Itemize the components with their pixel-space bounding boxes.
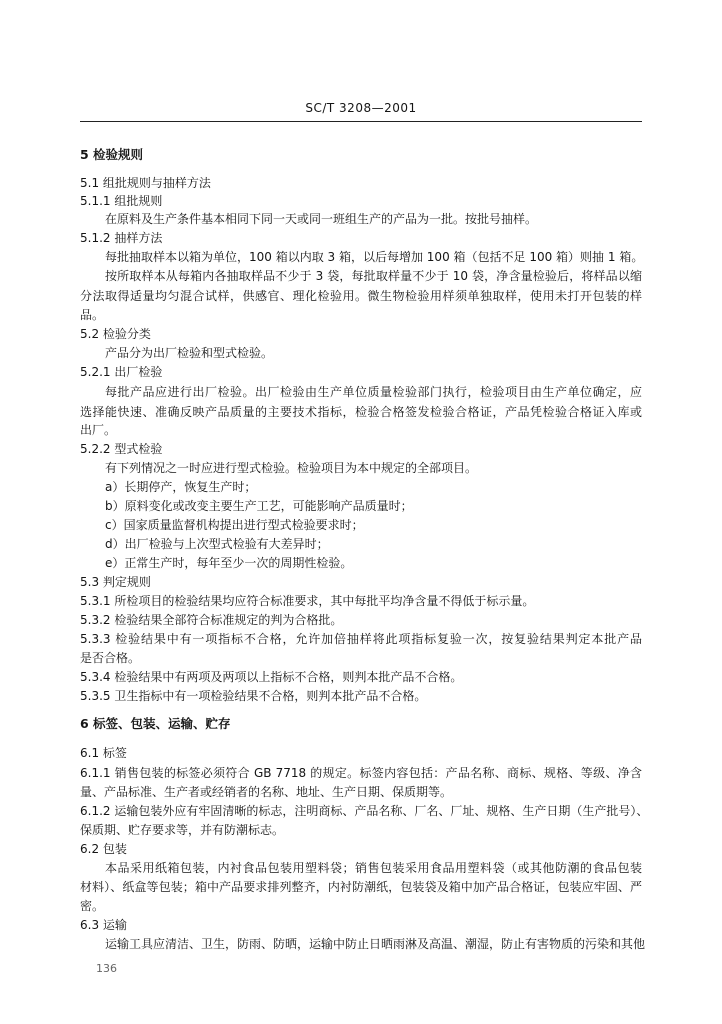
text-line: 品。 bbox=[80, 308, 105, 322]
text-line: 5.1.1 组批规则 bbox=[80, 194, 163, 208]
text-line: 是否合格。 bbox=[80, 651, 141, 665]
text-line: 本品采用纸箱包装，内衬食品包装用塑料袋；销售包装采用食品用塑料袋（或其他防潮的食品包装 bbox=[105, 861, 642, 875]
text-line: 每批产品应进行出厂检验。出厂检验由生产单位质量检验部门执行，检验项目由生产单位确定，应 bbox=[105, 385, 642, 399]
text-line: 5.3.4 检验结果中有两项及两项以上指标不合格，则判本批产品不合格。 bbox=[80, 670, 463, 684]
text-line: 选择能快速、准确反映产品质量的主要技术指标，检验合格签发检验合格证，产品凭检验合格证入库或 bbox=[80, 405, 642, 419]
text-line: 每批抽取样本以箱为单位，100 箱以内取 3 箱，以后每增加 100 箱（包括不足 100 箱）则抽 1 箱。 bbox=[105, 250, 644, 264]
text-line: 5.2 检验分类 bbox=[80, 327, 151, 341]
text-line: 5.3 判定规则 bbox=[80, 575, 151, 589]
text-line: 保质期、贮存要求等，并有防潮标志。 bbox=[80, 823, 285, 837]
text-line: 5.2.1 出厂检验 bbox=[80, 365, 163, 379]
text-line: 5.1 组批规则与抽样方法 bbox=[80, 176, 211, 190]
running-header: SC/T 3208—2001 bbox=[305, 101, 417, 115]
text-line: 密。 bbox=[80, 899, 105, 913]
text-line: 运输工具应清洁、卫生，防雨、防晒，运输中防止日晒雨淋及高温、潮湿，防止有害物质的污染和其他 bbox=[105, 937, 646, 951]
text-line: 出厂。 bbox=[80, 423, 117, 437]
text-line: a）长期停产，恢复生产时； bbox=[105, 480, 257, 494]
text-line: b）原料变化或改变主要生产工艺，可能影响产品质量时； bbox=[105, 499, 413, 513]
text-line: d）出厂检验与上次型式检验有大差异时； bbox=[105, 537, 329, 551]
text-line: 6.1 标签 bbox=[80, 746, 127, 760]
header-rule bbox=[80, 121, 642, 122]
text-line: 5.3.2 检验结果全部符合标准规定的判为合格批。 bbox=[80, 613, 343, 627]
section-heading: 5 检验规则 bbox=[80, 147, 144, 162]
text-line: 5.2.2 型式检验 bbox=[80, 442, 163, 456]
text-line: e）正常生产时，每年至少一次的周期性检验。 bbox=[105, 556, 353, 570]
text-line: 在原料及生产条件基本相同下同一天或同一班组生产的产品为一批。按批号抽样。 bbox=[105, 212, 538, 226]
text-line: 6.1.2 运输包装外应有牢固清晰的标志，注明商标、产品名称、厂名、厂址、规格、生产日期（生产批号）、 bbox=[80, 804, 649, 818]
text-line: 有下列情况之一时应进行型式检验。检验项目为本中规定的全部项目。 bbox=[105, 461, 478, 475]
text-line: 6.1.1 销售包装的标签必须符合 GB 7718 的规定。标签内容包括：产品名称、商标、规格、等级、净含 bbox=[80, 766, 642, 780]
text-line: 分法取得适量均匀混合试样，供感官、理化检验用。微生物检验用样须单独取样，使用未打开包装的样 bbox=[80, 289, 642, 303]
text-line: 产品分为出厂检验和型式检验。 bbox=[105, 346, 274, 360]
text-line: 按所取样本从每箱内各抽取样品不少于 3 袋，每批取样量不少于 10 袋，净含量检验后，将样品以缩 bbox=[105, 269, 642, 283]
text-line: 5.3.1 所检项目的检验结果均应符合标准要求，其中每批平均净含量不得低于标示量。 bbox=[80, 594, 535, 608]
text-line: 6.2 包装 bbox=[80, 842, 127, 856]
text-line: 量、产品标准、生产者或经销者的名称、地址、生产日期、保质期等。 bbox=[80, 785, 453, 799]
text-line: c）国家质量监督机构提出进行型式检验要求时； bbox=[105, 518, 364, 532]
text-line: 5.3.3 检验结果中有一项指标不合格，允许加倍抽样将此项指标复验一次，按复验结果判定本批产品 bbox=[80, 632, 642, 646]
page-number: 136 bbox=[96, 962, 117, 975]
text-line: 材料）、纸盒等包装；箱中产品要求排列整齐，内衬防潮纸，包装袋及箱中加产品合格证，包装应牢固、严 bbox=[80, 880, 642, 894]
text-line: 6.3 运输 bbox=[80, 918, 127, 932]
text-line: 5.1.2 抽样方法 bbox=[80, 231, 163, 245]
section-heading: 6 标签、包装、运输、贮存 bbox=[80, 716, 231, 731]
text-line: 5.3.5 卫生指标中有一项检验结果不合格，则判本批产品不合格。 bbox=[80, 689, 427, 703]
